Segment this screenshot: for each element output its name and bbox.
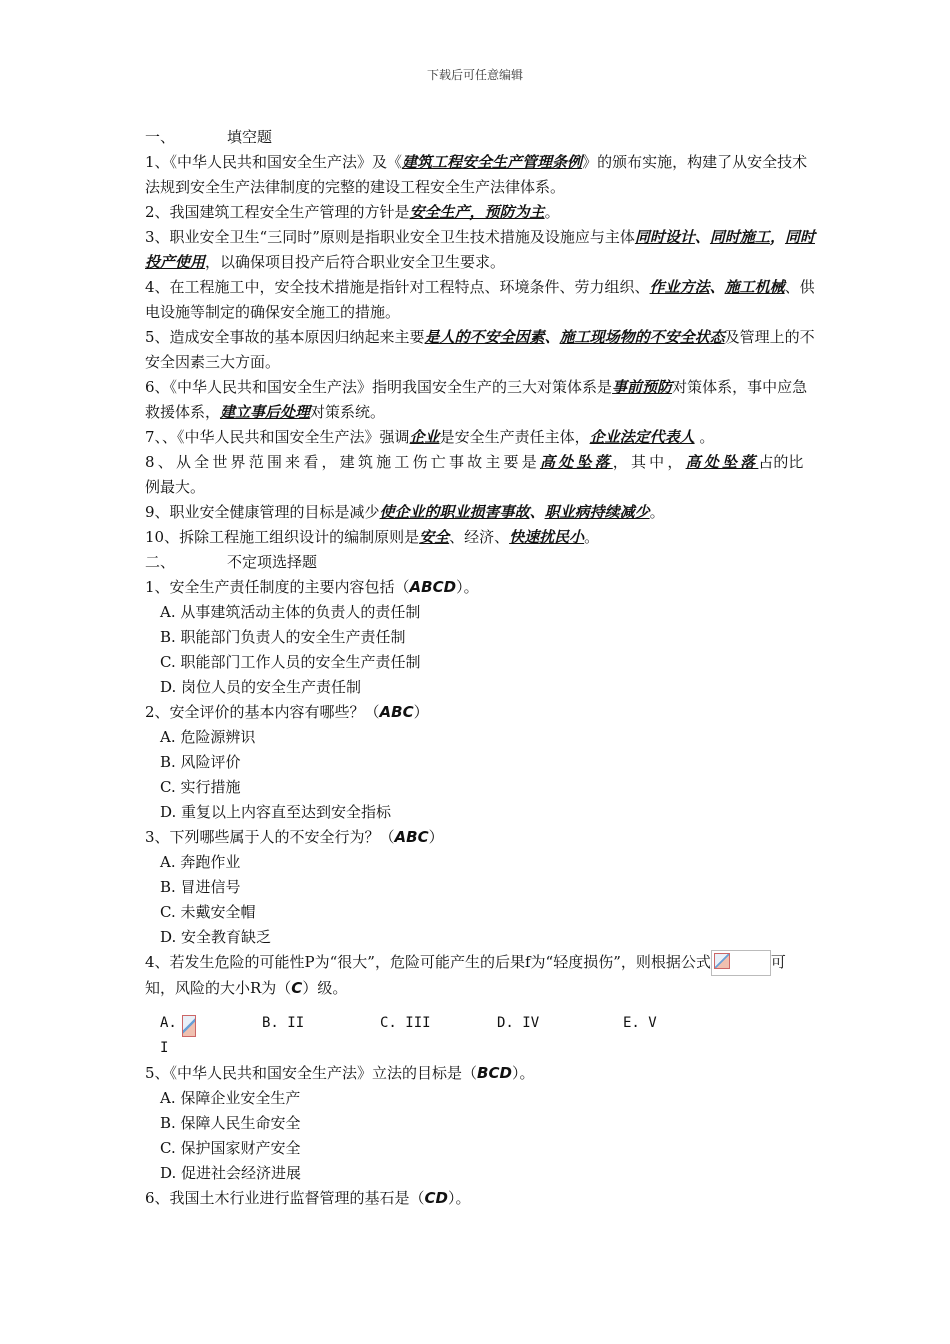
- section-title: 不定项选择题: [227, 553, 318, 571]
- answer: 快速扰民小: [509, 528, 585, 546]
- question-text: 10、拆除工程施工组织设计的编制原则是: [145, 528, 420, 546]
- answer: CD: [424, 1189, 449, 1207]
- question-text: 5、造成安全事故的基本原因归纳起来主要: [145, 328, 425, 346]
- answer: 同时设计: [634, 228, 695, 246]
- option: B. 职能部门负责人的安全生产责任制: [160, 628, 406, 646]
- question-text: 6、我国土木行业进行监督管理的基石是（: [145, 1189, 425, 1207]
- answer: 作业方法: [649, 278, 710, 296]
- option: A. I: [160, 1015, 177, 1056]
- question-text: 3、职业安全卫生“三同时”原则是指职业安全卫生技术措施及设施应与主体: [145, 228, 635, 246]
- answer: 是人的不安全因素: [424, 328, 545, 346]
- option: C. 未戴安全帽: [160, 903, 256, 921]
- choice-question-stem: [145, 1061, 815, 1086]
- section-heading: [145, 125, 815, 150]
- answer: 使企业的职业损害事故: [379, 503, 530, 521]
- question-text: 。: [584, 528, 600, 546]
- option: C. 保护国家财产安全: [160, 1139, 301, 1157]
- answer: C: [291, 979, 303, 997]
- option: A. 从事建筑活动主体的负责人的责任制: [160, 603, 421, 621]
- choice-question-stem: [145, 575, 815, 600]
- choice-question-stem: [145, 700, 815, 725]
- section-heading: [145, 550, 815, 575]
- question-text: 9、职业安全健康管理的目标是减少: [145, 503, 380, 521]
- choice-question-stem: [145, 950, 815, 1001]
- question-text: 1、安全生产责任制度的主要内容包括（: [145, 578, 410, 596]
- section-number: 一、: [145, 128, 176, 146]
- question-text: ）: [428, 828, 444, 846]
- question-text: 1、《中华人民共和国安全生产法》及《: [145, 153, 403, 171]
- choice-question-stem: [145, 1186, 815, 1211]
- question-text: 4、在工程施工中，安全技术措施是指针对工程特点、环境条件、劳力组织、: [145, 278, 650, 296]
- answer: 建立事后处理: [220, 403, 311, 421]
- question-text: 对策系统。: [310, 403, 386, 421]
- option: B. 风险评价: [160, 753, 241, 771]
- option: A. 危险源辨识: [160, 728, 256, 746]
- answer-separator: 、: [544, 328, 560, 346]
- answer: 施工现场物的不安全状态: [559, 328, 725, 346]
- question-text: 。: [544, 203, 560, 221]
- fill-question: [145, 375, 815, 425]
- question-text: ）级。: [302, 979, 348, 997]
- option: D. 岗位人员的安全生产责任制: [160, 678, 362, 696]
- question-text: 对策体系，事中应急救援体系，: [145, 378, 808, 421]
- fill-question: [145, 200, 815, 225]
- section-title: 填空题: [227, 128, 273, 146]
- option: E. V: [623, 1015, 657, 1031]
- question-text: 》的颁布实施，构建了从安全技术法规到安全生产法律制度的完整的建设工程安全生产法律体系。: [145, 153, 808, 196]
- question-text: 8、从全世界范围来看，建筑施工伤亡事故主要是: [145, 453, 540, 471]
- answer: 建筑工程安全生产管理条例: [402, 153, 583, 171]
- option: B. 冒进信号: [160, 878, 241, 896]
- broken-image-icon: [182, 1015, 196, 1039]
- question-text: 及管理上的不安全因素三大方面。: [145, 328, 815, 371]
- question-text: 4、若发生危险的可能性P为“很大”，危险可能产生的后果f为“轻度损伤”，则根据公式: [145, 953, 711, 971]
- answer: ABCD: [409, 578, 457, 596]
- question-text: 7、、《中华人民共和国安全生产法》强调: [145, 428, 410, 446]
- question-text: 3、下列哪些属于人的不安全行为？（: [145, 828, 395, 846]
- option: A. 奔跑作业: [160, 853, 241, 871]
- answer: 同时投产使用: [145, 228, 815, 271]
- option: B. 保障人民生命安全: [160, 1114, 301, 1132]
- answer: ABC: [379, 703, 414, 721]
- option: A. 保障企业安全生产: [160, 1089, 301, 1107]
- fill-question: [145, 150, 815, 200]
- question-text: 是安全生产责任主体，: [439, 428, 590, 446]
- question-text: 6、《中华人民共和国安全生产法》指明我国安全生产的三大对策体系是: [145, 378, 613, 396]
- question-text: ）。: [448, 1189, 471, 1207]
- answer: BCD: [477, 1064, 512, 1082]
- question-text: 5、《中华人民共和国安全生产法》立法的目标是（: [145, 1064, 478, 1082]
- answer: 安全: [419, 528, 450, 546]
- choice-question-stem: [145, 825, 815, 850]
- option: B. II: [262, 1015, 305, 1031]
- option: C. 职能部门工作人员的安全生产责任制: [160, 653, 421, 671]
- answer: 事前预防: [612, 378, 673, 396]
- answer: 施工机械: [724, 278, 785, 296]
- question-text: ，其中，: [612, 453, 686, 471]
- answer: 同时施工: [709, 228, 770, 246]
- answer: 职业病持续减少: [544, 503, 650, 521]
- answer-separator: 、: [529, 503, 545, 521]
- formula-image-icon: [711, 950, 771, 976]
- question-text: 可知，风险的大小R为（: [145, 953, 786, 997]
- answer: 安全生产，预防为主: [409, 203, 545, 221]
- answer: 企业法定代表人: [589, 428, 695, 446]
- answer: 高处坠落: [685, 453, 759, 471]
- answer: ABC: [394, 828, 429, 846]
- answer-separator: ，: [769, 228, 785, 246]
- fill-question: [145, 425, 815, 450]
- question-text: 占的比例最大。: [145, 453, 804, 496]
- question-text: ）。: [511, 1064, 535, 1082]
- fill-question: [145, 275, 815, 325]
- question-text: 、经济、: [449, 528, 510, 546]
- question-text: 。: [694, 428, 715, 446]
- option: D. 促进社会经济进展: [160, 1164, 302, 1182]
- option: C. 实行措施: [160, 778, 241, 796]
- answer-separator: 、: [694, 228, 710, 246]
- question-text: 2、安全评价的基本内容有哪些？（: [145, 703, 380, 721]
- question-text: ）: [413, 703, 429, 721]
- question-text: ）。: [456, 578, 479, 596]
- fill-question: [145, 325, 815, 375]
- option: D. 重复以上内容直至达到安全指标: [160, 803, 392, 821]
- question-text: ，以确保项目投产后符合职业安全卫生要求。: [205, 253, 506, 271]
- answer-separator: 、: [709, 278, 725, 296]
- question-text: 。: [649, 503, 665, 521]
- option: D. IV: [497, 1015, 540, 1031]
- page-header: 下载后可任意编辑: [426, 68, 523, 82]
- question-text: 2、我国建筑工程安全生产管理的方针是: [145, 203, 410, 221]
- answer: 高处坠落: [539, 453, 613, 471]
- document-body: [145, 125, 815, 1211]
- question-text: 、供电设施等制定的确保安全施工的措施。: [145, 278, 815, 321]
- fill-question: [145, 500, 815, 525]
- option: D. 安全教育缺乏: [160, 928, 272, 946]
- fill-question: [145, 450, 815, 500]
- fill-question: [145, 225, 815, 275]
- section-number: 二、: [145, 553, 176, 571]
- option-row: [145, 1011, 815, 1061]
- fill-question: [145, 525, 815, 550]
- option: C. III: [380, 1015, 431, 1031]
- answer: 企业: [409, 428, 440, 446]
